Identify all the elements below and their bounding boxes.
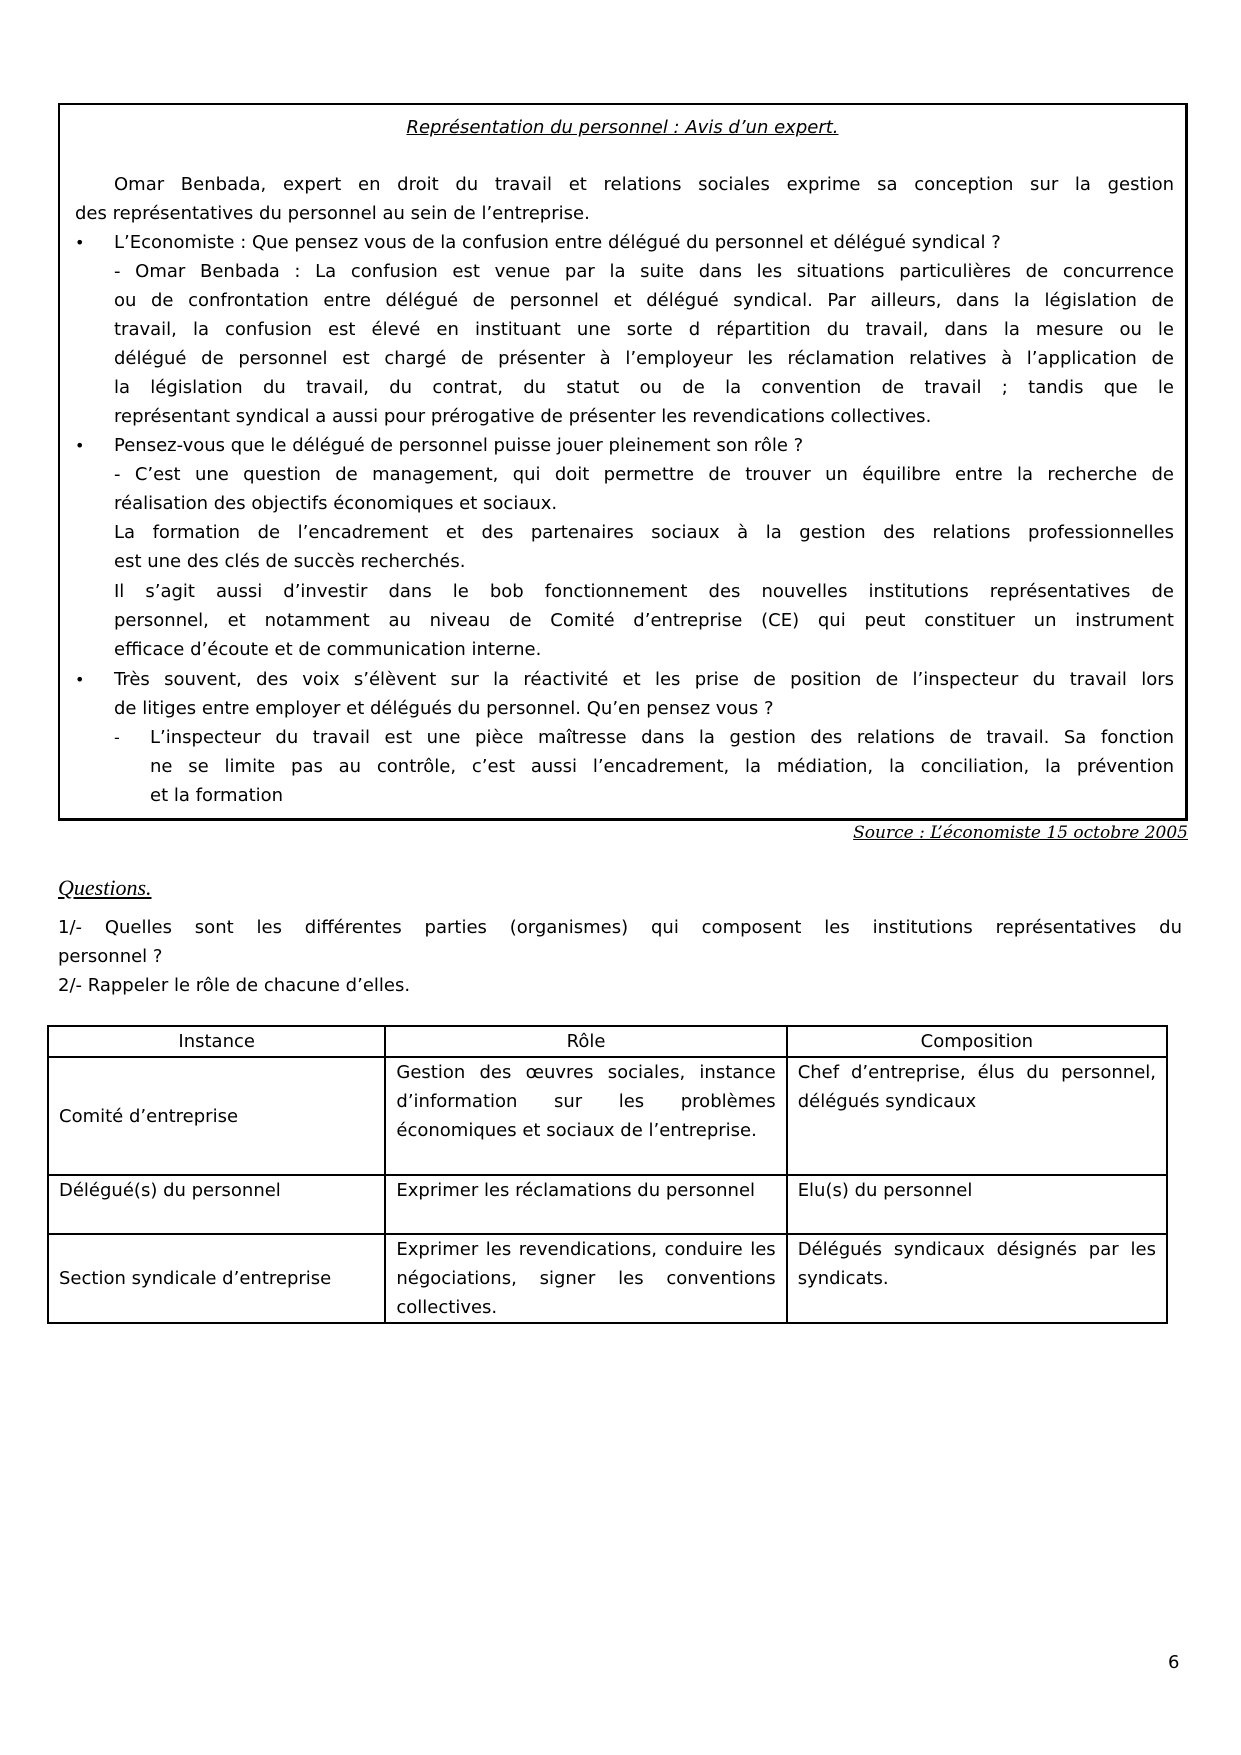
table-header-row: [48, 1026, 1167, 1057]
source-citation: Source : L’économiste 15 octobre 2005: [853, 823, 1188, 843]
institutions-table: [47, 1025, 1168, 1324]
question-line: 1/- Quelles sont les différentes parties (organismes) qui composent les institutions représentatives du: [58, 917, 1182, 938]
column-header-instance: Instance: [48, 1026, 385, 1057]
answer-line: ou de confrontation entre délégué de personnel et délégué syndical. Par ailleurs, dans la législation de: [114, 290, 1174, 311]
questions-heading: Questions.: [58, 875, 152, 900]
answer-line: Il s’agit aussi d’investir dans le bob fonctionnement des nouvelles institutions représentatives de: [114, 581, 1174, 602]
answer-line: la législation du travail, du contrat, du statut ou de la convention de travail ; tandis que le: [114, 377, 1174, 398]
intro-line: des représentatives du personnel au sein de l’entreprise.: [75, 203, 590, 224]
intro-line: Omar Benbada, expert en droit du travail et relations sociales exprime sa conception sur la gestion: [114, 174, 1174, 195]
answer-line: réalisation des objectifs économiques et sociaux.: [114, 493, 558, 514]
question-text: Très souvent, des voix s’élèvent sur la réactivité et les prise de position de l’inspecteur du travail lors: [114, 669, 1174, 690]
answer-line: - Omar Benbada : La confusion est venue par la suite dans les situations particulières de concurrence: [114, 261, 1174, 282]
bullet-icon: •: [75, 436, 85, 455]
answer-line: - C’est une question de management, qui doit permettre de trouver un équilibre entre la recherche de: [114, 464, 1174, 485]
answer-line: personnel, et notamment au niveau de Comité d’entreprise (CE) qui peut constituer un instrument: [114, 610, 1174, 631]
answer-line: représentant syndical a aussi pour prérogative de présenter les revendications collectives.: [114, 406, 932, 427]
table-row: [48, 1175, 1167, 1234]
answer-line: La formation de l’encadrement et des partenaires sociaux à la gestion des relations professionnelles: [114, 522, 1174, 543]
role-cell: Exprimer les revendications, conduire les négociations, signer les conventions collectives.: [385, 1234, 786, 1323]
answer-line: travail, la confusion est élevé en instituant une sorte d répartition du travail, dans la mesure ou le: [114, 319, 1174, 340]
instance-cell: Section syndicale d’entreprise: [48, 1234, 385, 1323]
bullet-icon: •: [75, 670, 85, 689]
answer-line: délégué de personnel est chargé de présenter à l’employeur les réclamation relatives à l’application de: [114, 348, 1174, 369]
table-row: [48, 1057, 1167, 1175]
instance-cell: Comité d’entreprise: [48, 1057, 385, 1175]
column-header-composition: Composition: [787, 1026, 1167, 1057]
answer-line: L’inspecteur du travail est une pièce maîtresse dans la gestion des relations de travail. Sa fonction: [150, 727, 1174, 748]
table-row: [48, 1234, 1167, 1323]
question-line: 2/- Rappeler le rôle de chacune d’elles.: [58, 975, 411, 996]
question-text: L’Economiste : Que pensez vous de la confusion entre délégué du personnel et délégué syndical ?: [114, 232, 1001, 253]
article-title: Représentation du personnel : Avis d’un expert.: [406, 117, 839, 138]
dash-icon: -: [114, 728, 120, 747]
question-text: Pensez-vous que le délégué de personnel puisse jouer pleinement son rôle ?: [114, 435, 804, 456]
answer-line: efficace d’écoute et de communication interne.: [114, 639, 542, 660]
role-cell: Exprimer les réclamations du personnel: [385, 1175, 786, 1234]
answer-line: et la formation: [150, 785, 284, 806]
column-header-role: Rôle: [385, 1026, 786, 1057]
answer-line: ne se limite pas au contrôle, c’est aussi l’encadrement, la médiation, la conciliation, la prévention: [150, 756, 1174, 777]
composition-cell: Chef d’entreprise, élus du personnel, délégués syndicaux: [787, 1057, 1167, 1175]
question-line: personnel ?: [58, 946, 163, 967]
bullet-icon: •: [75, 233, 85, 252]
composition-cell: Délégués syndicaux désignés par les syndicats.: [787, 1234, 1167, 1323]
role-cell: Gestion des œuvres sociales, instance d’information sur les problèmes économiques et sociaux de l’entreprise.: [385, 1057, 786, 1175]
instance-cell: Délégué(s) du personnel: [48, 1175, 385, 1234]
page-number: 6: [1168, 1652, 1180, 1673]
question-text: de litiges entre employer et délégués du personnel. Qu’en pensez vous ?: [114, 698, 774, 719]
answer-line: est une des clés de succès recherchés.: [114, 551, 466, 572]
composition-cell: Elu(s) du personnel: [787, 1175, 1167, 1234]
